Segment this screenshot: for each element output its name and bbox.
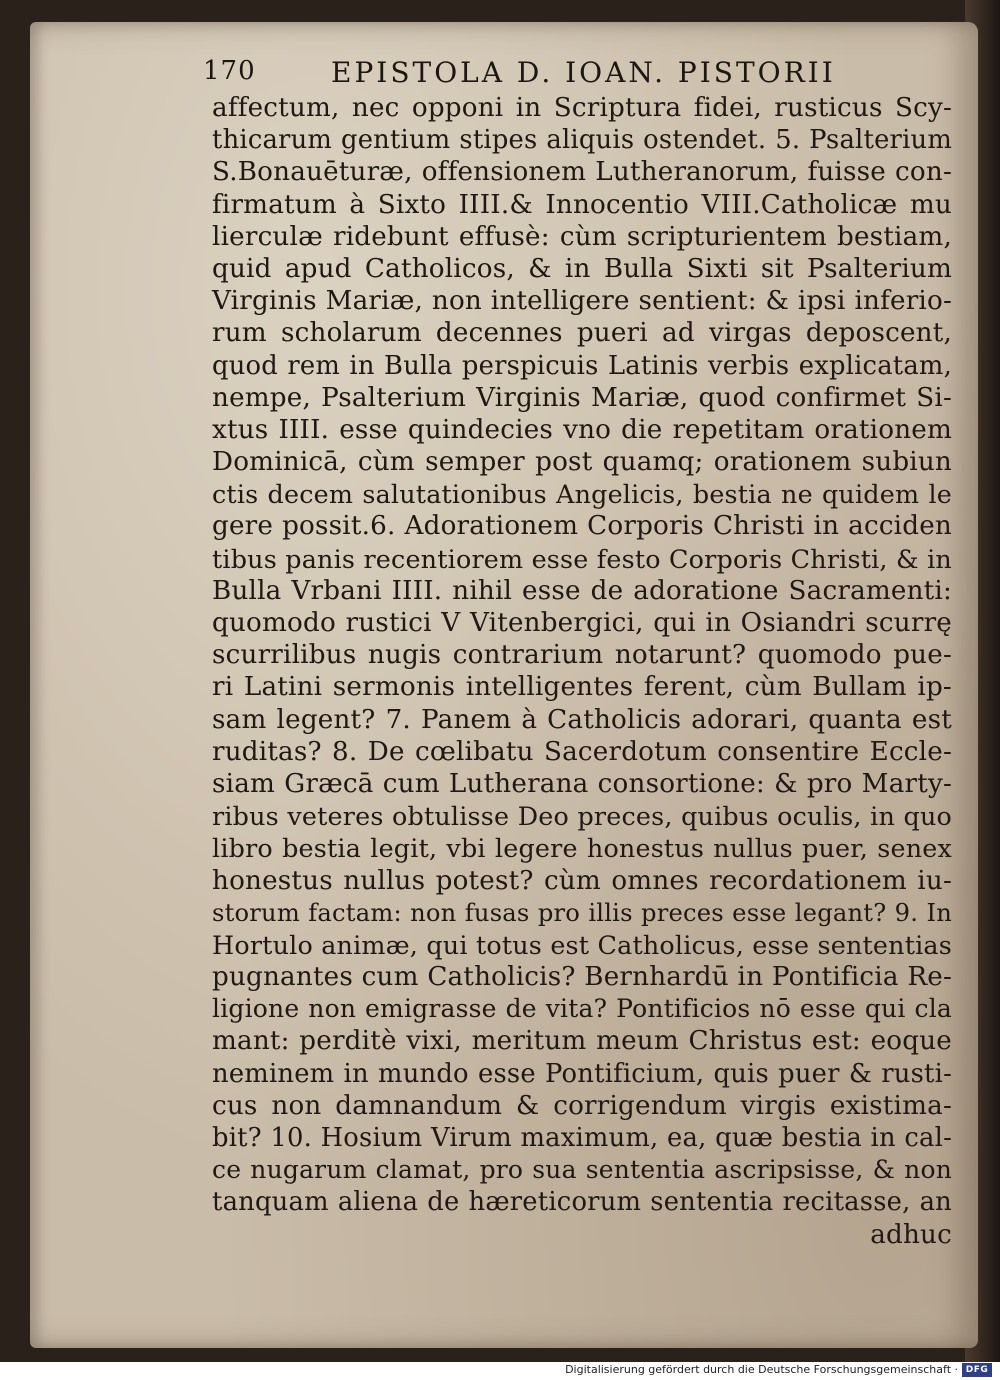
text-line: mant: perditè vixi, meritum meum Christus est: eoque xyxy=(212,1026,952,1057)
text-line: scurrilibus nugis contrarium notarunt? quomodo pue- xyxy=(212,640,952,671)
running-title: EPISTOLA D. IOAN. PISTORII xyxy=(331,56,836,89)
text-line: S.Bonauēturæ, offensionem Lutheranorum, fuisse con- xyxy=(212,157,952,188)
text-line: sam legent? 7. Panem à Catholicis adorari, quanta est xyxy=(212,704,952,735)
body-text xyxy=(212,92,952,1251)
text-line: ribus veteres obtulisse Deo preces, quibus oculis, in quo xyxy=(212,801,952,832)
text-line: siam Græcā cum Lutherana consortione: & pro Marty- xyxy=(212,768,952,799)
text-line: quod rem in Bulla perspicuis Latinis verbis explicatam, xyxy=(212,350,952,381)
page-number: 170 xyxy=(203,56,256,86)
text-line: thicarum gentium stipes aliquis ostendet. 5. Psalterium xyxy=(212,125,952,156)
text-line: ligione non emigrasse de vita? Pontificios nō esse qui cla xyxy=(212,994,952,1024)
text-line: rum scholarum decennes pueri ad virgas deposcent, xyxy=(212,318,952,349)
text-line: neminem in mundo esse Pontificium, quis puer & rusti- xyxy=(212,1058,952,1089)
text-line: Virginis Mariæ, non intelligere sentient: & ipsi inferio- xyxy=(212,286,952,317)
text-line: honestus nullus potest? cùm omnes recordationem iu- xyxy=(212,865,952,896)
text-line: ri Latini sermonis intelligentes ferent, cùm Bullam ip- xyxy=(212,672,952,703)
text-line: ruditas? 8. De cœlibatu Sacerdotum consentire Eccle- xyxy=(212,736,952,767)
text-line: firmatum à Sixto IIII.& Innocentio VIII.Catholicæ mu xyxy=(212,189,952,220)
running-header xyxy=(203,56,843,96)
text-line: Dominicā, cùm semper post quamq; orationem subiun xyxy=(212,447,952,478)
text-line: gere possit.6. Adorationem Corporis Christi in acciden xyxy=(212,511,952,542)
catchword: adhuc xyxy=(870,1219,952,1250)
text-line: lierculæ ridebunt effusè: cùm scripturientem bestiam, xyxy=(212,221,952,252)
text-line: Bulla Vrbani IIII. nihil esse de adoratione Sacramenti: xyxy=(212,575,952,606)
text-line: bit? 10. Hosium Virum maximum, ea, quæ bestia in cal- xyxy=(212,1123,952,1153)
text-line: cus non damnandum & corrigendum virgis existima- xyxy=(212,1090,952,1121)
text-line: quid apud Catholicos, & in Bulla Sixti sit Psalterium xyxy=(212,253,952,284)
text-line: pugnantes cum Catholicis? Bernhardū in Pontificia Re- xyxy=(212,962,952,993)
text-line: libro bestia legit, vbi legere honestus nullus puer, senex xyxy=(212,833,952,864)
text-line: nempe, Psalterium Virginis Mariæ, quod confirmet Si- xyxy=(212,382,952,413)
text-line: ctis decem salutationibus Angelicis, bestia ne quidem le xyxy=(212,479,952,510)
text-line: storum factam: non fusas pro illis preces esse legant? 9. In xyxy=(212,898,952,927)
text-line: tanquam aliena de hæreticorum sententia recitasse, an xyxy=(212,1187,952,1218)
text-line: xtus IIII. esse quindecies vno die repetitam orationem xyxy=(212,414,952,445)
funding-credit: Digitalisierung gefördert durch die Deutsche Forschungsgemeinschaft · xyxy=(565,1363,958,1376)
text-line: affectum, nec opponi in Scriptura fidei, rusticus Scy- xyxy=(212,93,952,123)
text-line: quomodo rustici V Vitenbergici, qui in Osiandri scurrę xyxy=(212,608,952,638)
text-line: Hortulo animæ, qui totus est Catholicus, esse sententias xyxy=(212,929,952,960)
text-line: tibus panis recentiorem esse festo Corporis Christi, & in xyxy=(212,543,952,574)
dfg-logo: DFG xyxy=(962,1363,992,1377)
text-line: ce nugarum clamat, pro sua sententia ascripsisse, & non xyxy=(212,1155,952,1185)
